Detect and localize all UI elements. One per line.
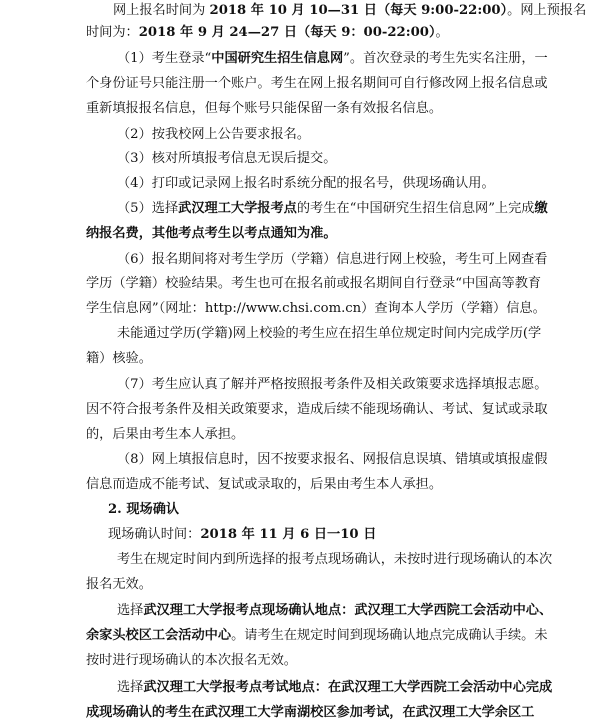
text-line [86,351,600,367]
text-line [117,603,600,619]
text-line [117,377,600,393]
text-line [108,527,600,543]
text-line [117,151,600,167]
text: 现场确认时间： [108,527,201,542]
text-line [86,276,600,292]
text: ”。首次登录的考生先实名注册，一 [343,51,548,66]
text: 学历（学籍）校验结果。考生也可在报名前或报名期间自行登录“中国高等教育 [86,276,542,291]
text: 因不符合报考条件及相关政策要求，造成后续不能现场确认、考试、复试或录取 [86,402,548,417]
bold-text: 缴 [534,201,548,216]
text-line [86,301,600,317]
text-line [117,176,600,192]
bold-text: 纳报名费，其他考点考生以考点通知为准。 [86,226,337,241]
bold-text: 武汉理工大学报考点现场确认地点：武汉理工大学西院工会活动中心、 [143,603,553,618]
bold-text: 武汉理工大学报考点 [178,201,297,216]
text-line [86,577,600,593]
text-line [117,552,600,568]
text: 。网上预报名 [507,3,587,18]
bold-text: 2018 年 10 月 10—31 日（每天 9:00-22:00） [209,3,508,18]
text: 按时进行现场确认的本次报名无效。 [86,653,297,668]
text: 信息而造成不能考试、复试或录取的，后果由考生本人承担。 [86,477,443,492]
text-line [117,452,600,468]
bold-text: 余家头校区工会活动中心 [86,628,232,643]
text: 时间为： [86,25,139,40]
text: （7）考生应认真了解并严格按照报考条件及相关政策要求选择填报志愿。 [117,377,548,392]
text-line [86,402,600,418]
bold-text: 武汉理工大学报考点考试地点：在武汉理工大学西院工会活动中心完成 [143,680,553,695]
text: 籍）核验。 [86,351,152,366]
text: （8）网上填报信息时，因不按要求报名、网报信息误填、错填或填报虚假 [117,452,548,467]
text: （6）报名期间将对考生学历（学籍）信息进行网上校验，考生可上网查看 [117,252,548,267]
bold-text: 成现场确认的考生在武汉理工大学南湖校区参加考试，在武汉理工大学余区工 [86,705,535,720]
text: 选择 [117,603,144,618]
text-line [86,628,600,644]
text: 。请考生在规定时间到现场确认地点完成确认手续。未 [231,628,548,643]
text: 选择 [117,680,144,695]
text-line [86,427,600,443]
text: 学生信息网”（网址：http://www.chsi.com.cn）查询本人学历（学籍）信息。 [86,301,546,316]
text: 报名无效。 [86,577,152,592]
text-line [117,680,600,696]
text: （2）按我校网上公告要求报名。 [117,127,311,142]
text-line [117,51,600,67]
text-line [117,326,600,342]
text-line [108,502,600,518]
text: （5）选择 [117,201,179,216]
text: 的，后果由考生本人承担。 [86,427,245,442]
text-line [113,3,600,19]
text-line [117,201,600,217]
text: 重新填报报名信息，但每个账号只能保留一条有效报名信息。 [86,101,443,116]
text: 考生在规定时间内到所选择的报考点现场确认，未按时进行现场确认的本次 [117,552,553,567]
text: （4）打印或记录网上报名时系统分配的报名号，供现场确认用。 [117,176,495,191]
text: 未能通过学历(学籍)网上校验的考生应在招生单位规定时间内完成学历(学 [117,326,542,341]
text-line [86,226,600,242]
text-line [86,477,600,493]
text: 网上报名时间为 [113,3,210,18]
text-line [86,705,600,721]
bold-text: 中国研究生招生信息网 [211,51,344,66]
bold-text: 2018 年 11 月 6 日一10 日 [200,527,377,542]
bold-text: 2018 年 9 月 24—27 日（每天 9：00-22:00） [138,25,436,40]
text: 。 [435,25,449,40]
text-line [86,653,600,669]
text-line [86,101,600,117]
bold-text: 2. 现场确认 [108,502,180,517]
text: 个身份证号只能注册一个账户。考生在网上报名期间可自行修改网上报名信息或 [86,76,548,91]
text: （3）核对所填报考信息无误后提交。 [117,151,337,166]
text-line [86,76,600,92]
text: （1）考生登录“ [117,51,212,66]
text-line [117,252,600,268]
text-line [86,25,600,41]
text-line [117,127,600,143]
text: 的考生在“中国研究生招生信息网”上完成 [296,201,535,216]
